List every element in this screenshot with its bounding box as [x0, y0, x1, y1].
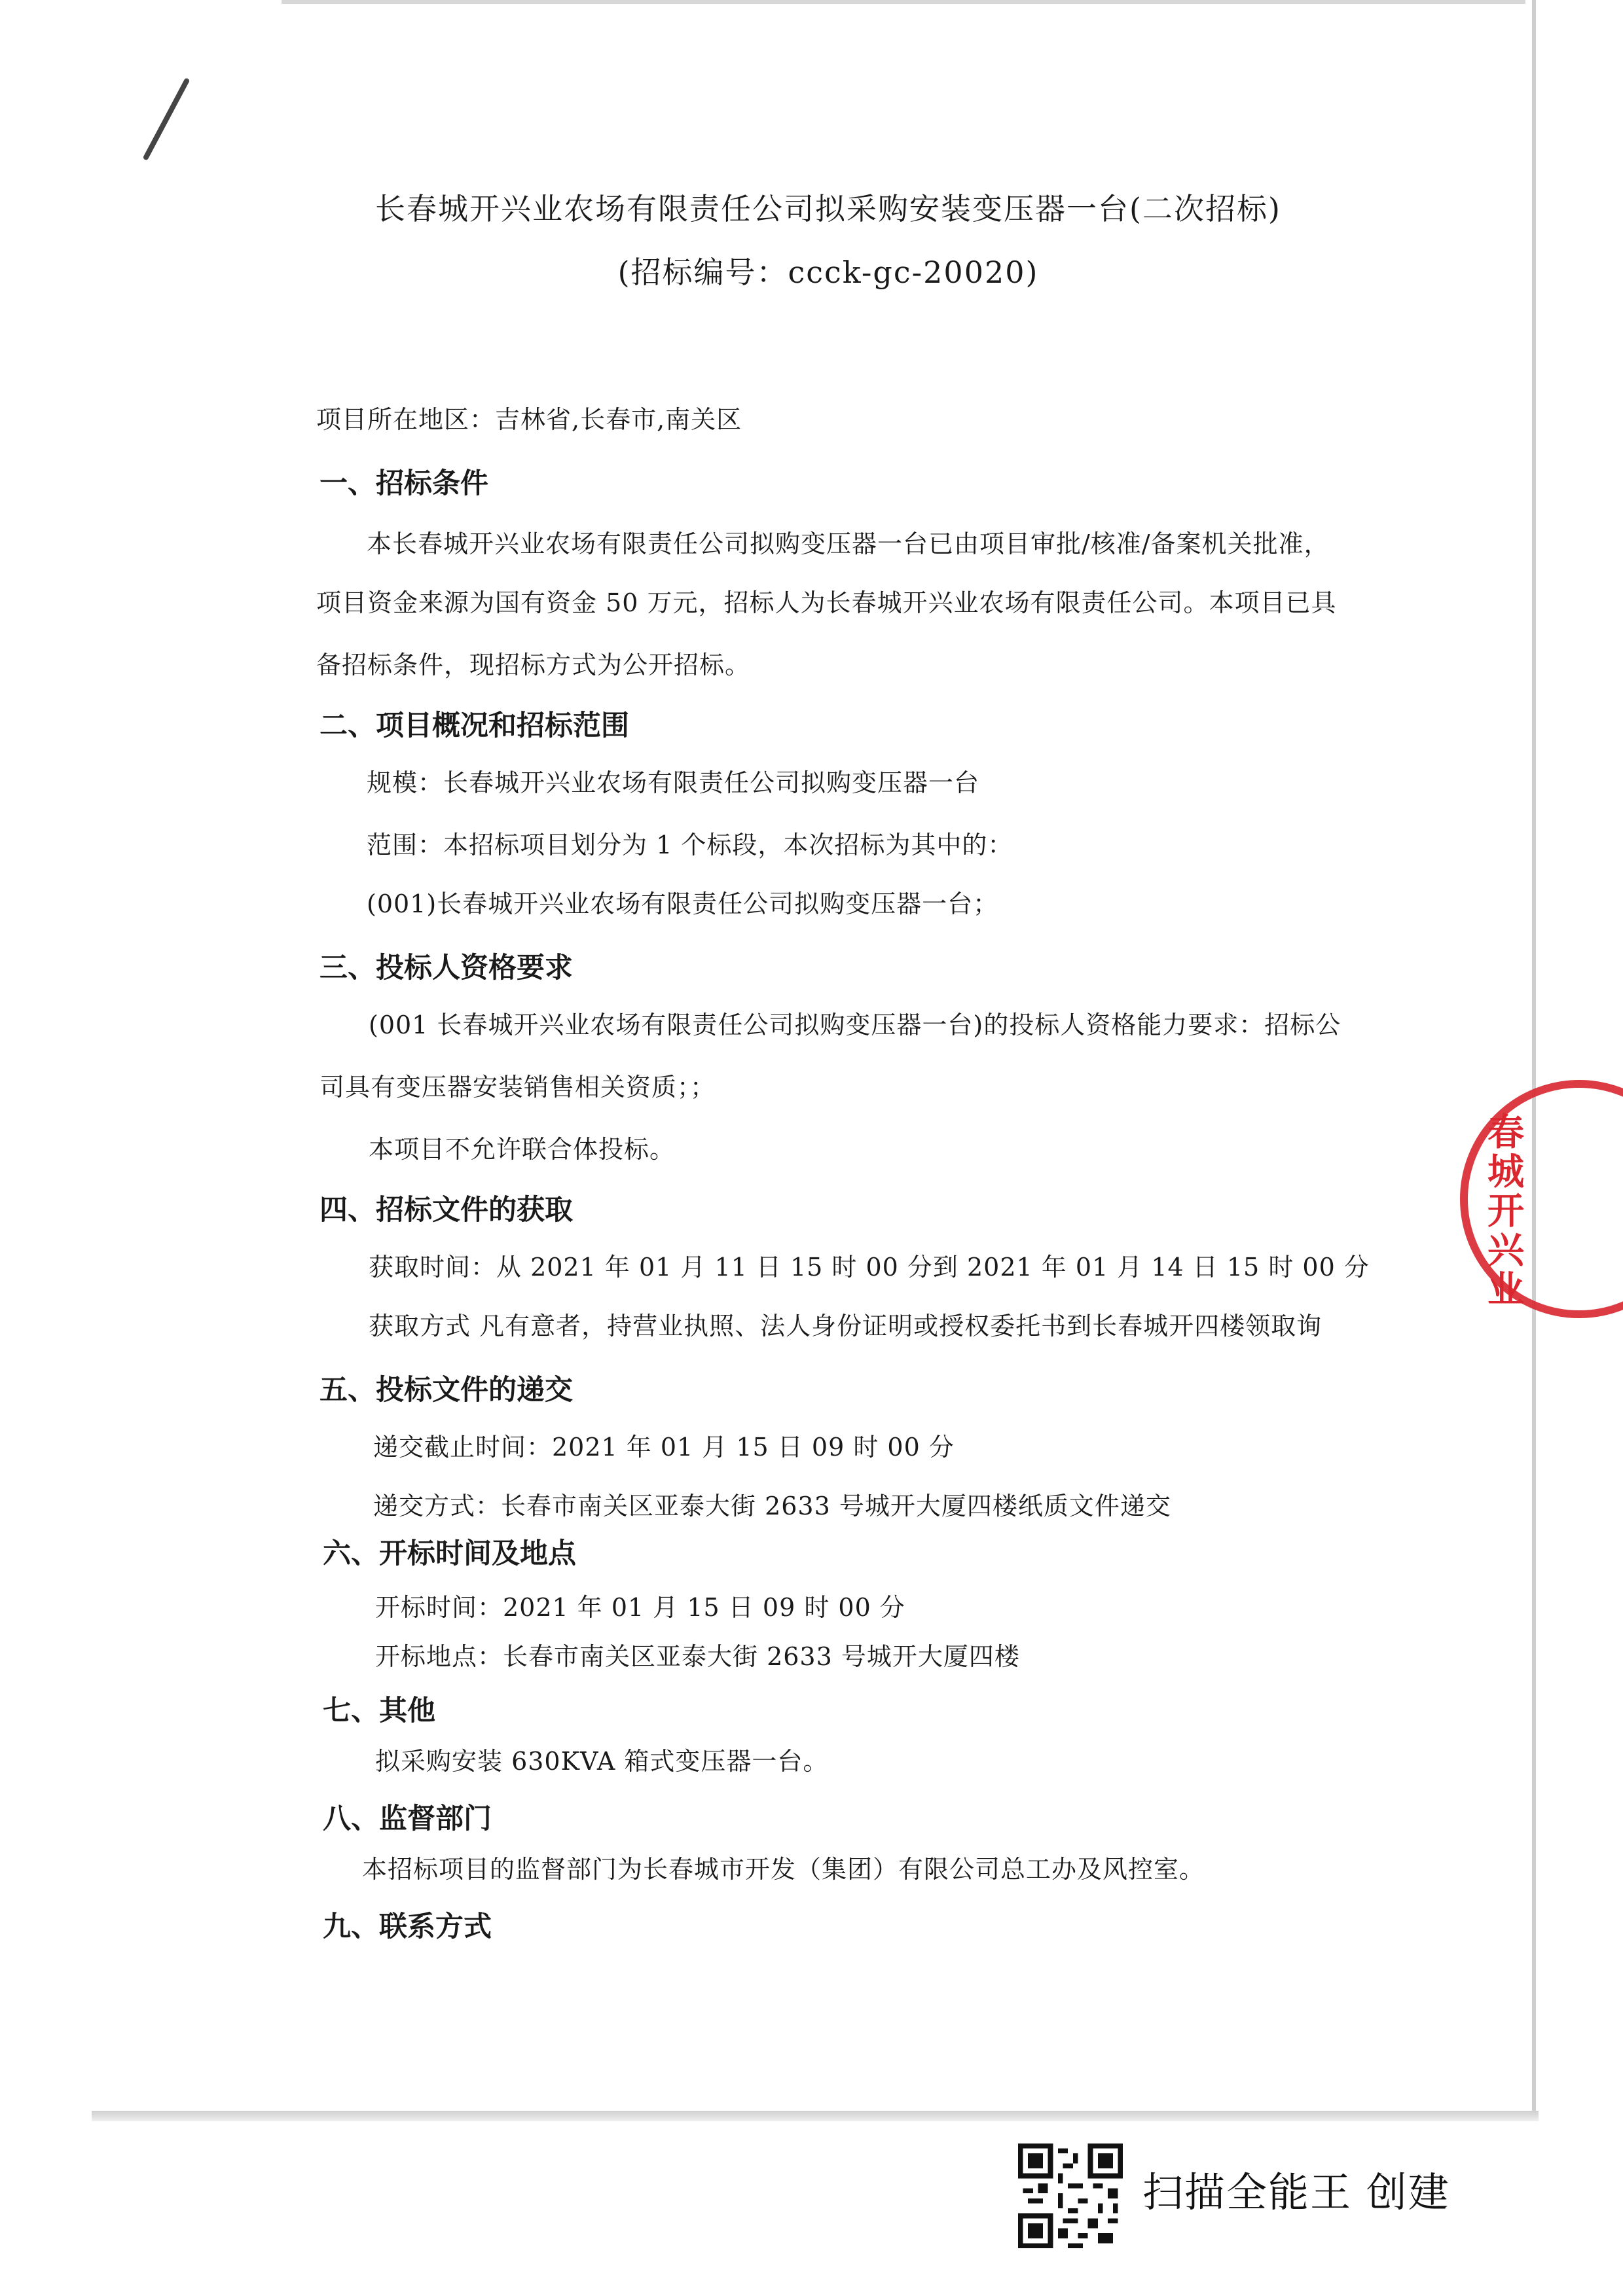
section-heading-9: 九、联系方式: [323, 1910, 492, 1943]
section-7-line-1: 拟采购安装 630KVA 箱式变压器一台。: [375, 1747, 829, 1776]
project-region: 项目所在地区：吉林省,长春市,南关区: [316, 405, 742, 434]
section-4-line-2: 获取方式 凡有意者，持营业执照、法人身份证明或授权委托书到长春城开四楼领取询: [369, 1312, 1322, 1340]
section-6-line-2: 开标地点：长春市南关区亚泰大街 2633 号城开大厦四楼: [375, 1642, 1020, 1671]
section-2-line-2: 范围：本招标项目划分为 1 个标段，本次招标为其中的：: [367, 831, 1013, 859]
document-title: 长春城开兴业农场有限责任公司拟采购安装变压器一台(二次招标): [375, 191, 1281, 226]
section-heading-8: 八、监督部门: [323, 1803, 492, 1835]
page-edge-top: [282, 0, 1525, 4]
section-3-line-2: 司具有变压器安装销售相关资质；；: [319, 1073, 716, 1102]
section-2-line-1: 规模：长春城开兴业农场有限责任公司拟购变压器一台: [367, 768, 980, 797]
section-3-line-3: 本项目不允许联合体投标。: [369, 1135, 676, 1164]
section-heading-7: 七、其他: [323, 1695, 435, 1727]
scanner-watermark: 扫描全能王 创建: [1142, 2168, 1450, 2216]
section-heading-3: 三、投标人资格要求: [319, 952, 573, 984]
section-3-line-1: (001 长春城开兴业农场有限责任公司拟购变压器一台)的投标人资格能力要求：招标公: [369, 1011, 1341, 1039]
section-heading-6: 六、开标时间及地点: [323, 1537, 576, 1570]
page-edge-right: [1532, 0, 1536, 2117]
section-5-line-2: 递交方式：长春市南关区亚泰大街 2633 号城开大厦四楼纸质文件递交: [373, 1492, 1171, 1520]
section-heading-2: 二、项目概况和招标范围: [319, 709, 629, 742]
section-6-line-1: 开标时间：2021 年 01 月 15 日 09 时 00 分: [375, 1593, 905, 1622]
section-1-line-2: 项目资金来源为国有资金 50 万元，招标人为长春城开兴业农场有限责任公司。本项目已具: [316, 588, 1337, 617]
section-heading-5: 五、投标文件的递交: [319, 1374, 573, 1407]
section-1-line-1: 本长春城开兴业农场有限责任公司拟购变压器一台已由项目审批/核准/备案机关批准，: [367, 529, 1330, 558]
section-2-line-3: (001)长春城开兴业农场有限责任公司拟购变压器一台；: [367, 889, 999, 918]
section-8-line-1: 本招标项目的监督部门为长春城市开发（集团）有限公司总工办及风控室。: [362, 1855, 1205, 1884]
qr-code-icon: [1018, 2144, 1123, 2248]
page-edge-bottom: [92, 2111, 1539, 2121]
section-heading-1: 一、招标条件: [319, 467, 488, 500]
pen-mark: [143, 77, 191, 160]
seal-text: 春城开兴业: [1482, 1113, 1524, 1309]
section-1-line-3: 备招标条件，现招标方式为公开招标。: [316, 651, 751, 679]
document-subtitle: (招标编号：ccck-gc-20020): [617, 255, 1039, 290]
section-heading-4: 四、招标文件的获取: [319, 1194, 573, 1227]
section-4-line-1: 获取时间：从 2021 年 01 月 11 日 15 时 00 分到 2021 年 01 月 14 日 15 时 00 分: [369, 1253, 1370, 1282]
section-5-line-1: 递交截止时间：2021 年 01 月 15 日 09 时 00 分: [373, 1433, 955, 1462]
